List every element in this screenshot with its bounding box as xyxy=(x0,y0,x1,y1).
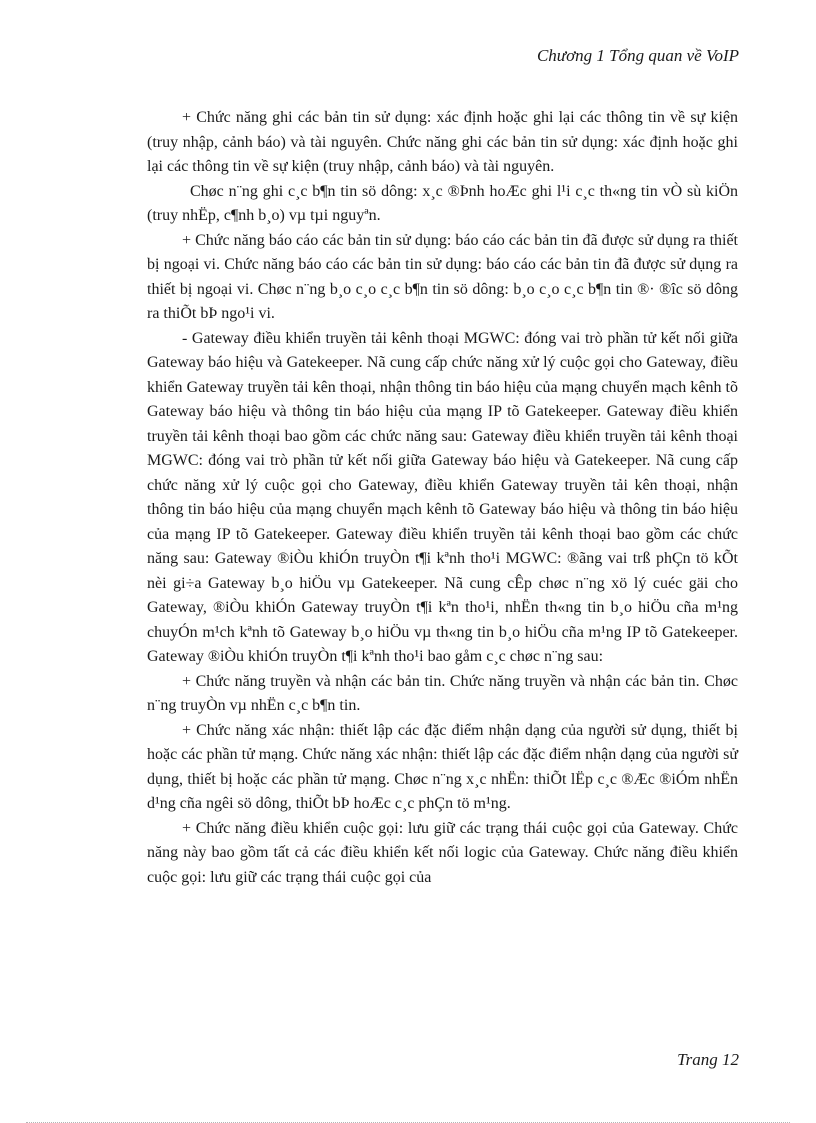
chapter-header: Chương 1 Tổng quan về VoIP xyxy=(536,46,739,65)
paragraph-message-transfer: + Chức năng truyền và nhận các bản tin. Chức năng truyền và nhận các bản tin. Chøc n¨ng truyÒn vµ nhËn c¸c b¶n tin. xyxy=(147,672,738,714)
paragraph-mgwc: - Gateway điều khiển truyền tải kênh thoại MGWC: đóng vai trò phần tử kết nối giữa Gateway báo hiệu và Gatekeeper. Nã cung cấp chức năng xử lý cuộc gọi cho Gateway, điều khiển Gateway truyền tải kên thoại, nhận thông tin báo hiệu của mạng chuyển mạch kênh tõ Gateway báo hiệu và thông tin báo hiệu của mạng IP tõ Gatekeeper. Gateway điều khiển truyền tải kênh thoại bao gồm các chức năng sau: Gateway điều khiển truyền tải kênh thoại MGWC: đóng vai trò phần tử kết nối giữa Gateway báo hiệu và Gatekeeper. Nã cung cấp chức năng xử lý cuộc gọi cho Gateway, điều khiển Gateway truyền tải kên thoại, nhận thông tin báo hiệu của mạng chuyển mạch kênh tõ Gateway báo hiệu và thông tin báo hiệu của mạng IP tõ Gatekeeper. Gateway điều khiển truyền tải kênh thoại bao gồm các chức năng sau: Gateway ®iÒu khiÓn truyÒn t¶i kªnh tho¹i MGWC: ®ãng vai trß phÇn tö kÕt nèi gi÷a Gateway b¸o hiÖu vµ Gatekeeper. Nã cung cÊp chøc n¨ng xö lý cuéc gäi cho Gateway, ®iÒu khiÓn Gateway truyÒn t¶i kªn tho¹i, nhËn th«ng tin b¸o hiÖu cña m¹ng chuyÓn m¹ch kªnh tõ Gateway b¸o hiÖu vµ th«ng tin b¸o hiÖu cña m¹ng IP tõ Gatekeeper. Gateway ®iÒu khiÓn truyÒn t¶i kªnh tho¹i bao gåm c¸c chøc n¨ng sau: xyxy=(147,329,738,665)
paragraph-usage-recording: + Chức năng ghi các bản tin sử dụng: xác định hoặc ghi lại các thông tin về sự kiện (truy nhập, cảnh báo) và tài nguyên. Chức năng ghi các bản tin sử dụng: xác định hoặc ghi lại các thông tin về sự kiện (truy nhập, cảnh báo) và tài nguyên. xyxy=(147,109,738,175)
page-number: Trang 12 xyxy=(677,1050,739,1069)
body-text xyxy=(147,106,738,890)
paragraph-usage-recording-legacy: Chøc n¨ng ghi c¸c b¶n tin sö dông: x¸c ®Þnh hoÆc ghi l¹i c¸c th«ng tin vÒ sù kiÖn (truy nhËp, c¶nh b¸o) vµ tµi nguyªn. xyxy=(147,182,738,224)
paragraph-authentication: + Chức năng xác nhận: thiết lập các đặc điểm nhận dạng của người sử dụng, thiết bị hoặc các phần tử mạng. Chức năng xác nhận: thiết lập các đặc điểm nhận dạng của người sử dụng, thiết bị hoặc các phần tử mạng. Chøc n¨ng x¸c nhËn: thiÕt lËp c¸c ®Æc ®iÓm nhËn d¹ng cña ngêi sö dông, thiÕt bÞ hoÆc c¸c phÇn tö m¹ng. xyxy=(147,721,738,812)
paragraph-usage-reporting: + Chức năng báo cáo các bản tin sử dụng: báo cáo các bản tin đã được sử dụng ra thiết bị ngoại vi. Chức năng báo cáo các bản tin sử dụng: báo cáo các bản tin đã được sử dụng ra thiết bị ngoại vi. Chøc n¨ng b¸o c¸o c¸c b¶n tin sö dông: b¸o c¸o c¸c b¶n tin ®· ®îc sö dông ra thiÕt bÞ ngo¹i vi. xyxy=(147,231,738,322)
paragraph-call-control: + Chức năng điều khiển cuộc gọi: lưu giữ các trạng thái cuộc gọi của Gateway. Chức năng này bao gồm tất cả các điều khiển kết nối logic của Gateway. Chức năng điều khiển cuộc gọi: lưu giữ các trạng thái cuộc gọi của xyxy=(147,819,738,886)
